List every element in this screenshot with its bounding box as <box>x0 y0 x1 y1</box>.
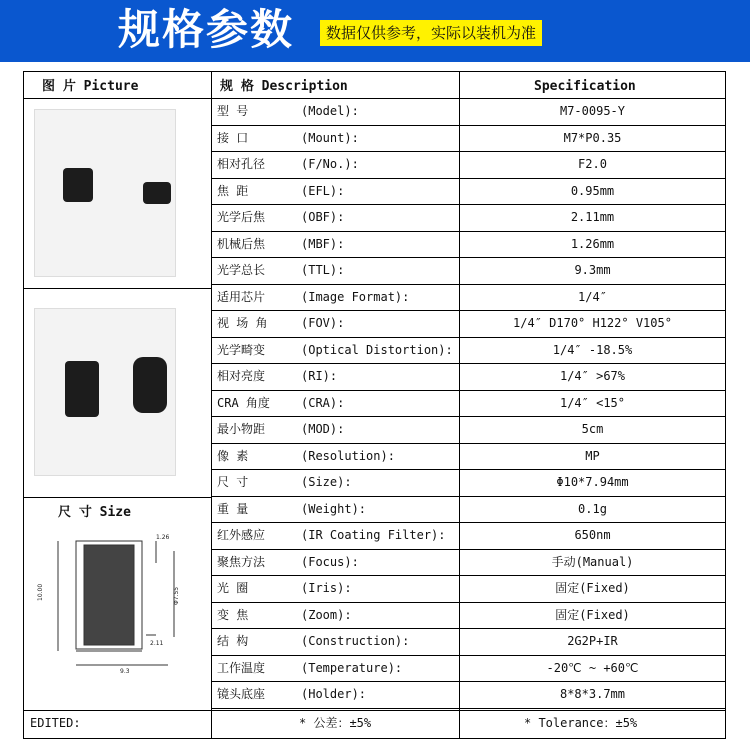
row-label-cn: 红外感应 <box>217 528 266 542</box>
col-header-picture: 图 片 Picture <box>42 79 139 94</box>
row-label-en: (TTL): <box>301 263 345 277</box>
row-label-en: (Weight): <box>301 501 367 516</box>
edited-label: EDITED: <box>30 716 81 730</box>
row-label-en: (Model): <box>301 104 359 118</box>
lens-photo-2 <box>34 308 176 476</box>
row-value: 1/4″ <box>578 289 607 304</box>
row-label-cn: 光学总长 <box>217 263 266 277</box>
row-label-en: (Size): <box>301 475 352 489</box>
row-value: 固定(Fixed) <box>555 607 630 622</box>
disclaimer-note: 数据仅供参考，实际以装机为准 <box>320 20 542 46</box>
lens-body-icon <box>63 168 93 202</box>
lens-holder-icon <box>65 361 99 417</box>
row-label-en: (Construction): <box>301 634 410 648</box>
row-divider <box>211 708 725 709</box>
row-label-en: (OBF): <box>301 210 345 224</box>
size-label: 尺 寸 Size <box>58 505 131 520</box>
spec-table <box>23 71 726 739</box>
row-value: 1.26mm <box>570 236 615 251</box>
col-header-description: 规 格 Description <box>220 79 348 94</box>
row-label-cn: 像 素 <box>217 448 249 463</box>
row-label-en: (EFL): <box>301 183 345 198</box>
row-value: 固定(Fixed) <box>555 581 630 595</box>
dim-label: Φ7.55 <box>173 586 180 605</box>
row-label-cn: 最小物距 <box>217 422 266 436</box>
tolerance-cn: * 公差：±5% <box>299 716 372 730</box>
row-value: 8*8*3.7mm <box>559 687 626 701</box>
row-label-en: (FOV): <box>301 316 345 330</box>
page-title: 规格参数 <box>118 5 295 54</box>
row-label-en: (Image Format): <box>301 289 410 304</box>
row-value: 手动(Manual) <box>551 554 634 569</box>
col-divider <box>211 72 212 738</box>
row-value: Φ10*7.94mm <box>556 475 629 489</box>
picture-divider <box>24 497 211 498</box>
row-label-en: (Temperature): <box>301 660 403 675</box>
dim-label: 10.00 <box>37 583 44 601</box>
row-label-cn: 变 焦 <box>217 607 249 622</box>
row-label-cn: 尺 寸 <box>217 475 249 489</box>
row-value: 1/4″ D170° H122° V105° <box>513 316 672 330</box>
row-label-en: (Mount): <box>301 130 359 145</box>
row-value: M7-0095-Y <box>559 104 626 118</box>
row-label-en: (Holder): <box>301 687 367 701</box>
row-value: F2.0 <box>578 157 607 171</box>
row-value: 0.95mm <box>570 183 615 198</box>
row-label-en: (Zoom): <box>301 607 352 622</box>
picture-divider <box>24 288 211 289</box>
row-value: 1/4″ <15° <box>559 395 626 410</box>
row-value: 9.3mm <box>574 263 611 277</box>
lens-photo-1 <box>34 109 176 277</box>
header-banner <box>0 0 750 62</box>
lens-body-icon <box>133 357 167 413</box>
row-value: 1/4″ -18.5% <box>552 342 633 357</box>
row-label-en: (Optical Distortion): <box>301 342 453 357</box>
row-label-cn: 镜头底座 <box>217 687 266 701</box>
row-label-en: (Iris): <box>301 581 352 595</box>
row-label-cn: 接 口 <box>217 130 249 145</box>
row-value: 2.11mm <box>570 210 615 224</box>
row-label-en: (RI): <box>301 369 338 383</box>
row-value: 5cm <box>581 422 604 436</box>
row-label-cn: 工作温度 <box>217 660 266 675</box>
row-value: 1/4″ >67% <box>559 369 626 383</box>
row-label-cn: 聚焦方法 <box>217 554 266 569</box>
lens-holder-icon <box>143 182 171 204</box>
row-label-cn: 光 圈 <box>217 581 249 595</box>
footer-divider <box>24 710 725 711</box>
col-header-specification: Specification <box>534 79 636 94</box>
row-value: 0.1g <box>578 501 607 516</box>
row-label-en: (F/No.): <box>301 157 359 171</box>
row-label-cn: 机械后焦 <box>217 236 266 251</box>
row-label-cn: 光学后焦 <box>217 210 266 224</box>
row-label-en: (Focus): <box>301 554 359 569</box>
dim-label: 9.3 <box>120 668 130 675</box>
row-label-en: (Resolution): <box>301 448 395 463</box>
row-label-cn: 重 量 <box>217 501 249 516</box>
dim-label: 2.11 <box>150 640 164 647</box>
lens-dimension-drawing <box>28 527 206 677</box>
row-label-cn: 相对亮度 <box>217 369 266 383</box>
row-value: MP <box>585 448 600 463</box>
row-label-cn: 视 场 角 <box>217 316 268 330</box>
row-label-cn: 光学畸变 <box>217 342 266 357</box>
row-label-cn: 结 构 <box>217 634 249 648</box>
row-label-en: (CRA): <box>301 395 345 410</box>
row-label-cn: 适用芯片 <box>217 289 266 304</box>
row-value: M7*P0.35 <box>563 130 622 145</box>
row-label-cn: 相对孔径 <box>217 157 266 171</box>
row-label-en: (MBF): <box>301 236 345 251</box>
row-value: 2G2P+IR <box>567 634 618 648</box>
row-value: -20℃ ~ +60℃ <box>546 660 639 675</box>
tolerance-en: * Tolerance：±5% <box>524 716 638 730</box>
dim-label: 1.26 <box>156 534 170 541</box>
row-value: 650nm <box>574 528 611 542</box>
row-label-en: (IR Coating Filter): <box>301 528 446 542</box>
row-label-cn: 型 号 <box>217 104 249 118</box>
row-label-cn: CRA 角度 <box>217 395 270 410</box>
row-label-en: (MOD): <box>301 422 345 436</box>
row-label-cn: 焦 距 <box>217 183 249 198</box>
